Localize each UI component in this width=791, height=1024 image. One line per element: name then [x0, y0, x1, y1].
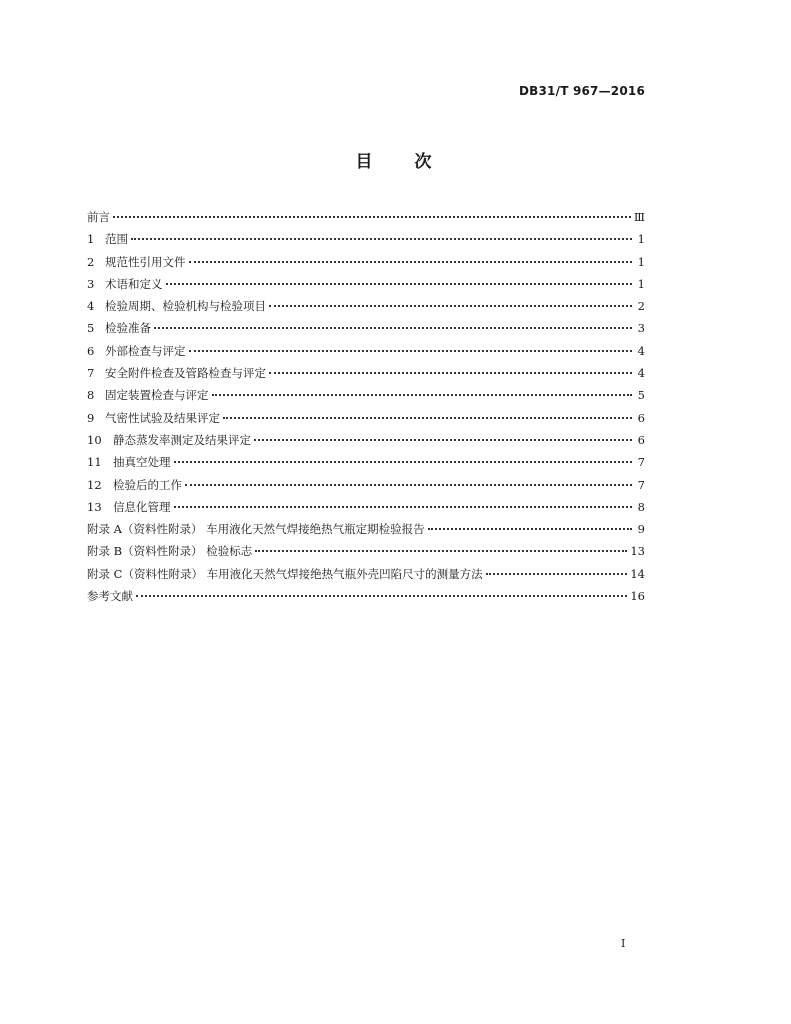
toc-entry-page: 2: [637, 299, 645, 314]
toc-leader-dots: [131, 226, 632, 240]
toc-entry-label: 检验后的工作: [113, 477, 182, 492]
toc-entry-page: 16: [630, 589, 645, 604]
toc-entry-label: 术语和定义: [105, 276, 163, 291]
toc-entry-number: 9: [87, 410, 95, 425]
toc-entry-label: 检验周期、检验机构与检验项目: [105, 299, 266, 314]
toc-leader-dots: [166, 271, 633, 285]
toc-entry-label: 信息化管理: [113, 499, 171, 514]
page-number: I: [621, 937, 626, 950]
toc-entry-page: 6: [637, 432, 645, 447]
toc-entry-page: Ⅲ: [633, 210, 645, 224]
toc-entry-number: 8: [87, 388, 95, 403]
toc-entry-page: 1: [637, 254, 645, 269]
toc-entry[interactable]: [87, 585, 645, 607]
toc-leader-dots: [486, 561, 628, 575]
toc-entry[interactable]: [87, 251, 645, 273]
toc-entry[interactable]: [87, 474, 645, 496]
toc-entry-page: 1: [637, 276, 645, 291]
toc-leader-dots: [223, 405, 632, 419]
toc-leader-dots: [113, 204, 631, 218]
toc-entry-page: 8: [637, 499, 645, 514]
toc-entry-label: 附录 A（资料性附录） 车用液化天然气焊接绝热气瓶定期检验报告: [87, 522, 425, 537]
toc-leader-dots: [189, 249, 633, 263]
toc-leader-dots: [174, 449, 633, 463]
toc-entry-label: 固定装置检查与评定: [105, 388, 209, 403]
toc-entry-page: 9: [637, 522, 645, 537]
toc-entry[interactable]: [87, 451, 645, 473]
toc-entry[interactable]: [87, 362, 645, 384]
table-of-contents: [87, 206, 645, 607]
toc-entry-number: 5: [87, 321, 95, 336]
toc-entry-number: 7: [87, 366, 95, 381]
toc-entry-label: 静态蒸发率测定及结果评定: [113, 432, 251, 447]
toc-entry-page: 4: [637, 343, 645, 358]
toc-entry-label: 安全附件检查及管路检查与评定: [105, 366, 266, 381]
toc-entry-page: 14: [630, 566, 645, 581]
toc-entry-number: 10: [87, 432, 102, 447]
toc-entry[interactable]: [87, 206, 645, 228]
toc-entry[interactable]: [87, 340, 645, 362]
toc-entry-label: 规范性引用文件: [105, 254, 186, 269]
toc-entry-label: 参考文献: [87, 589, 133, 604]
toc-leader-dots: [269, 293, 632, 307]
toc-leader-dots: [174, 494, 633, 508]
toc-entry-page: 7: [637, 455, 645, 470]
toc-leader-dots: [212, 382, 633, 396]
toc-entry-page: 1: [637, 232, 645, 247]
toc-entry-label: 前言: [87, 210, 110, 224]
toc-entry-number: 13: [87, 499, 102, 514]
toc-entry-label: 附录 C（资料性附录） 车用液化天然气焊接绝热气瓶外壳凹陷尺寸的测量方法: [87, 566, 483, 581]
toc-entry[interactable]: [87, 317, 645, 339]
toc-leader-dots: [154, 315, 632, 329]
toc-entry-page: 3: [637, 321, 645, 336]
toc-entry-number: 1: [87, 232, 95, 247]
document-code: DB31/T 967—2016: [519, 84, 645, 98]
toc-entry[interactable]: [87, 518, 645, 540]
toc-entry[interactable]: [87, 563, 645, 585]
toc-leader-dots: [189, 338, 633, 352]
toc-entry[interactable]: [87, 429, 645, 451]
toc-entry-page: 6: [637, 410, 645, 425]
toc-entry-number: 12: [87, 477, 102, 492]
toc-entry-page: 5: [637, 388, 645, 403]
toc-entry-label: 抽真空处理: [113, 455, 171, 470]
toc-entry-page: 7: [637, 477, 645, 492]
toc-leader-dots: [185, 472, 632, 486]
toc-entry-label: 气密性试验及结果评定: [105, 410, 220, 425]
toc-entry-number: 2: [87, 254, 95, 269]
toc-entry-number: 3: [87, 276, 95, 291]
toc-entry[interactable]: [87, 273, 645, 295]
toc-entry[interactable]: [87, 540, 645, 562]
toc-entry-label: 附录 B（资料性附录） 检验标志: [87, 544, 253, 559]
toc-entry-page: 4: [637, 366, 645, 381]
toc-entry-label: 检验准备: [105, 321, 151, 336]
toc-entry[interactable]: [87, 407, 645, 429]
toc-entry-label: 范围: [105, 232, 128, 247]
toc-entry[interactable]: [87, 228, 645, 250]
toc-leader-dots: [136, 583, 627, 597]
toc-leader-dots: [428, 516, 632, 530]
toc-leader-dots: [255, 538, 627, 552]
toc-entry[interactable]: [87, 295, 645, 317]
toc-leader-dots: [269, 360, 632, 374]
toc-title: 目次: [355, 152, 474, 172]
toc-entry-page: 13: [630, 544, 645, 559]
toc-entry[interactable]: [87, 384, 645, 406]
toc-entry[interactable]: [87, 496, 645, 518]
toc-leader-dots: [254, 427, 632, 441]
toc-entry-number: 11: [87, 455, 102, 470]
toc-entry-label: 外部检查与评定: [105, 343, 186, 358]
toc-entry-number: 6: [87, 343, 95, 358]
toc-entry-number: 4: [87, 299, 95, 314]
